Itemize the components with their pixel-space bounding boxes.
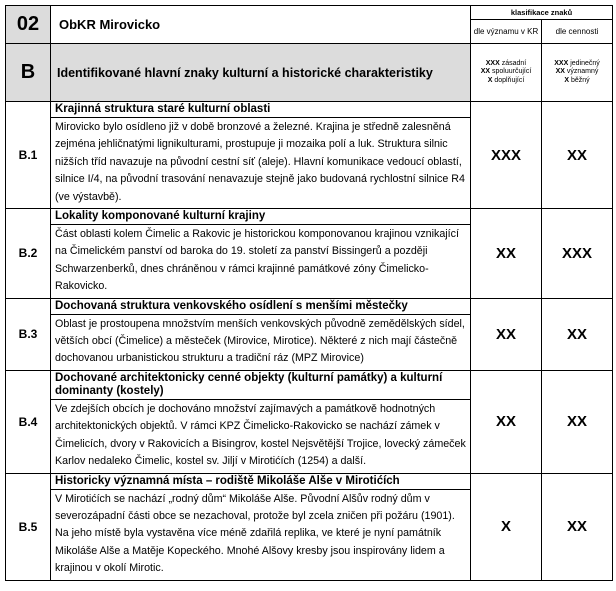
legend-line: XXX zásadní [485,59,527,67]
value-rating: XX [542,473,613,580]
row-code: B.1 [6,102,51,209]
area-code: 02 [6,6,51,44]
legend-line: XX spoluurčující [480,68,532,76]
value-rating: XX [542,298,613,370]
row-code: B.4 [6,370,51,473]
significance-rating: X [471,473,542,580]
row-title: Dochovaná struktura venkovského osídlení s menšími městečky [51,298,471,314]
significance-legend [471,44,542,102]
table-row [6,473,613,489]
row-description: Část oblasti kolem Čimelic a Rakovic je historickou komponovanou krajinou vznikající na Čimelickém panství od baroka do 19. století za panství Bissingerů a později Schwarzenberků, dnes chráněnou v rámci krajinné památkové zóny Čimelicko-Rakovicko. [51,225,471,299]
table-row [6,370,613,399]
characteristics-table [5,5,613,581]
row-title: Krajinná struktura staré kulturní oblasti [51,102,471,118]
table-row [6,298,613,314]
significance-column-header: dle významu v KR [471,20,542,44]
row-description: Oblast je prostoupena množstvím menších venkovských původně zemědělských sídel, větších obcí (Čimelice) a městeček (Mirovice, Mirotice). Některé z nich mají částečně dochovanou urbanistickou strukturu a tradiční ráz (MPZ Mirovice) [51,314,471,370]
row-description: Ve zdejších obcích je dochováno množství zajímavých a památkově hodnotných architektonických objektů. V rámci KPZ Čimelicko-Rakovicko se nachází zámek v Čimelicích, dvory v Rakovicích a Bisingrov, kostel Nejsvětější Trojice, lovecký zámeček Karlov nedaleko Čimelic, kostel sv. Jiljí v Mirotićích (1254) a další. [51,399,471,473]
significance-rating: XXX [471,102,542,209]
row-code: B.3 [6,298,51,370]
table-row [6,209,613,225]
value-legend [542,44,613,102]
section-row [6,44,613,102]
significance-rating: XX [471,209,542,299]
section-title: Identifikované hlavní znaky kulturní a historické charakteristiky [51,44,471,102]
legend-line: XXX jedinečný [554,59,600,67]
value-rating: XX [542,370,613,473]
row-title: Lokality komponované kulturní krajiny [51,209,471,225]
legend-line: XX významný [555,68,599,76]
row-code: B.2 [6,209,51,299]
legend-line: X běžný [564,76,590,84]
table-row [6,102,613,118]
value-column-header: dle cennosti [542,20,613,44]
header-row [6,6,613,20]
area-title: ObKR Mirovicko [51,6,471,44]
row-title: Dochované architektonicky cenné objekty (kulturní památky) a kulturní dominanty (kostely) [51,370,471,399]
value-rating: XXX [542,209,613,299]
classification-header: klasifikace znaků [471,6,613,20]
legend-line: X doplňující [487,76,525,84]
section-code: B [6,44,51,102]
significance-rating: XX [471,298,542,370]
row-title: Historicky významná místa – rodiště Mikoláše Alše v Mirotićích [51,473,471,489]
row-description: Mirovicko bylo osídleno již v době bronzové a železné. Krajina je středně zalesněná zejména jehličnatými lignikulturami, prostupuje ji mozaika polí a luk. Struktura silnic nižších tříd navazuje na původní cestní síť (aleje). Hlavní komunikace vedoucí oblastí, silnice I/4, na původní trasování nenavazuje stejně jako budovaná rychlostní silnice R4 (ve výstavbě). [51,118,471,209]
value-rating: XX [542,102,613,209]
significance-rating: XX [471,370,542,473]
row-description: V Mirotićích se nachází „rodný dům“ Mikoláše Alše. Původní Alšův rodný dům v severozápadní části obce se nezachoval, protože byl zcela zničen při požáru (1901). Na jeho místě byla vystavěna více méně zdařilá replika, ve které je nyní památník Mikoláše Alše a Matěje Kopeckého. Mnohé Alšovy kresby jsou inspirovány lidem a krajinou v okolí Mirotic. [51,489,471,580]
row-code: B.5 [6,473,51,580]
